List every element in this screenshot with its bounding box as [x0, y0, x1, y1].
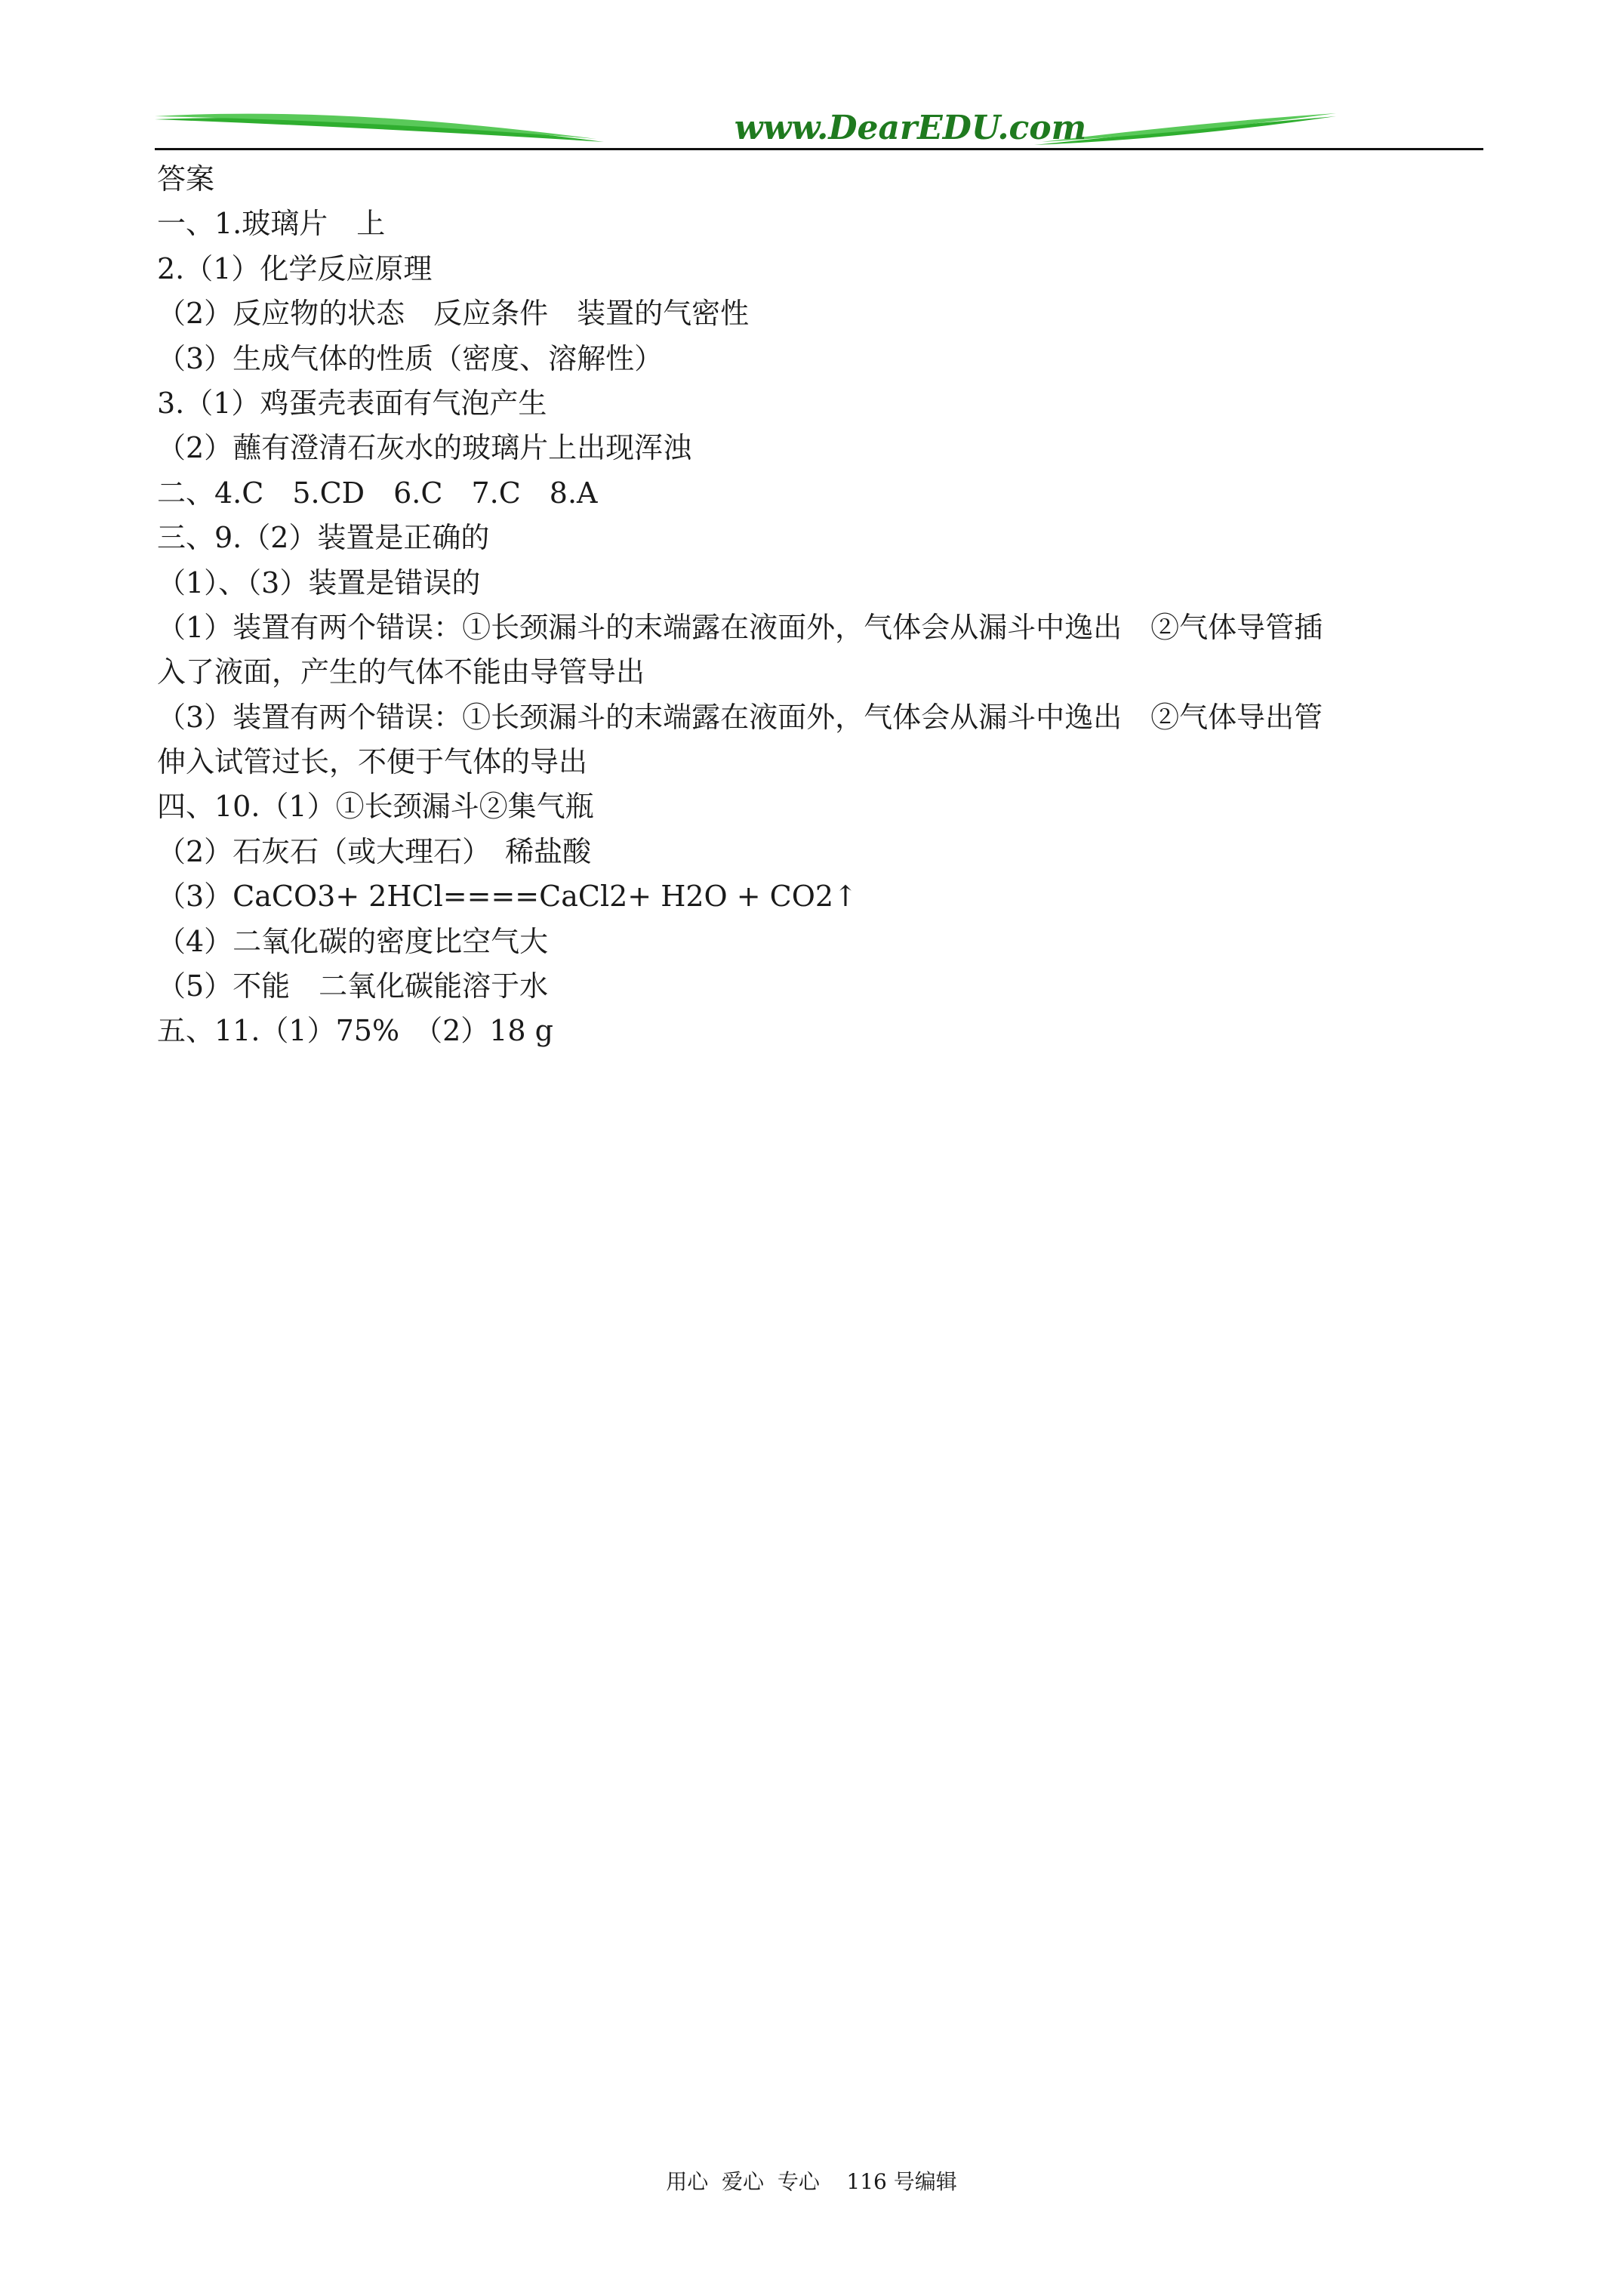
answer-line: （1）装置有两个错误：①长颈漏斗的末端露在液面外，气体会从漏斗中逸出 ②气体导管插	[157, 610, 1323, 644]
answer-line: （3）CaCO3+ 2HCl====CaCl2+ H2O + CO2↑	[157, 880, 858, 914]
header-rule	[155, 148, 1483, 150]
answer-line: （5）不能 二氧化碳能溶于水	[157, 969, 549, 1003]
answer-line: 2.（1）化学反应原理	[157, 251, 433, 285]
answer-line: 二、4.C 5.CD 6.C 7.C 8.A	[157, 476, 598, 510]
answer-line: 伸入试管过长，不便于气体的导出	[157, 745, 588, 779]
answer-line: 四、10.（1）①长颈漏斗②集气瓶	[157, 790, 594, 824]
logo-text: www.DearEDU.com	[734, 109, 1087, 147]
site-header-logo	[151, 106, 1495, 159]
answer-line: （2）反应物的状态 反应条件 装置的气密性	[157, 297, 750, 331]
answer-line: （1）、（3）装置是错误的	[157, 566, 481, 599]
answer-line: （3）生成气体的性质（密度、溶解性）	[157, 341, 664, 375]
answer-line: （3）装置有两个错误：①长颈漏斗的末端露在液面外，气体会从漏斗中逸出 ②气体导出管	[157, 700, 1323, 734]
answer-line: （2）石灰石（或大理石） 稀盐酸	[157, 834, 592, 868]
answer-line: （2）蘸有澄清石灰水的玻璃片上出现浑浊	[157, 431, 692, 465]
answer-line: 入了液面，产生的气体不能由导管导出	[157, 655, 645, 689]
answer-line: （4）二氧化碳的密度比空气大	[157, 924, 549, 958]
answer-content	[157, 157, 1501, 1054]
answer-line: 3.（1）鸡蛋壳表面有气泡产生	[157, 386, 547, 420]
answer-line: 五、11.（1）75% （2）18 g	[157, 1014, 554, 1048]
answer-line: 一、1.玻璃片 上	[157, 207, 386, 241]
page-footer: 用心 爱心 专心 116 号编辑	[666, 2169, 957, 2194]
logo-swoosh-graphic	[151, 106, 1495, 159]
answer-title: 答案	[157, 162, 215, 196]
answer-line: 三、9.（2）装置是正确的	[157, 521, 490, 555]
